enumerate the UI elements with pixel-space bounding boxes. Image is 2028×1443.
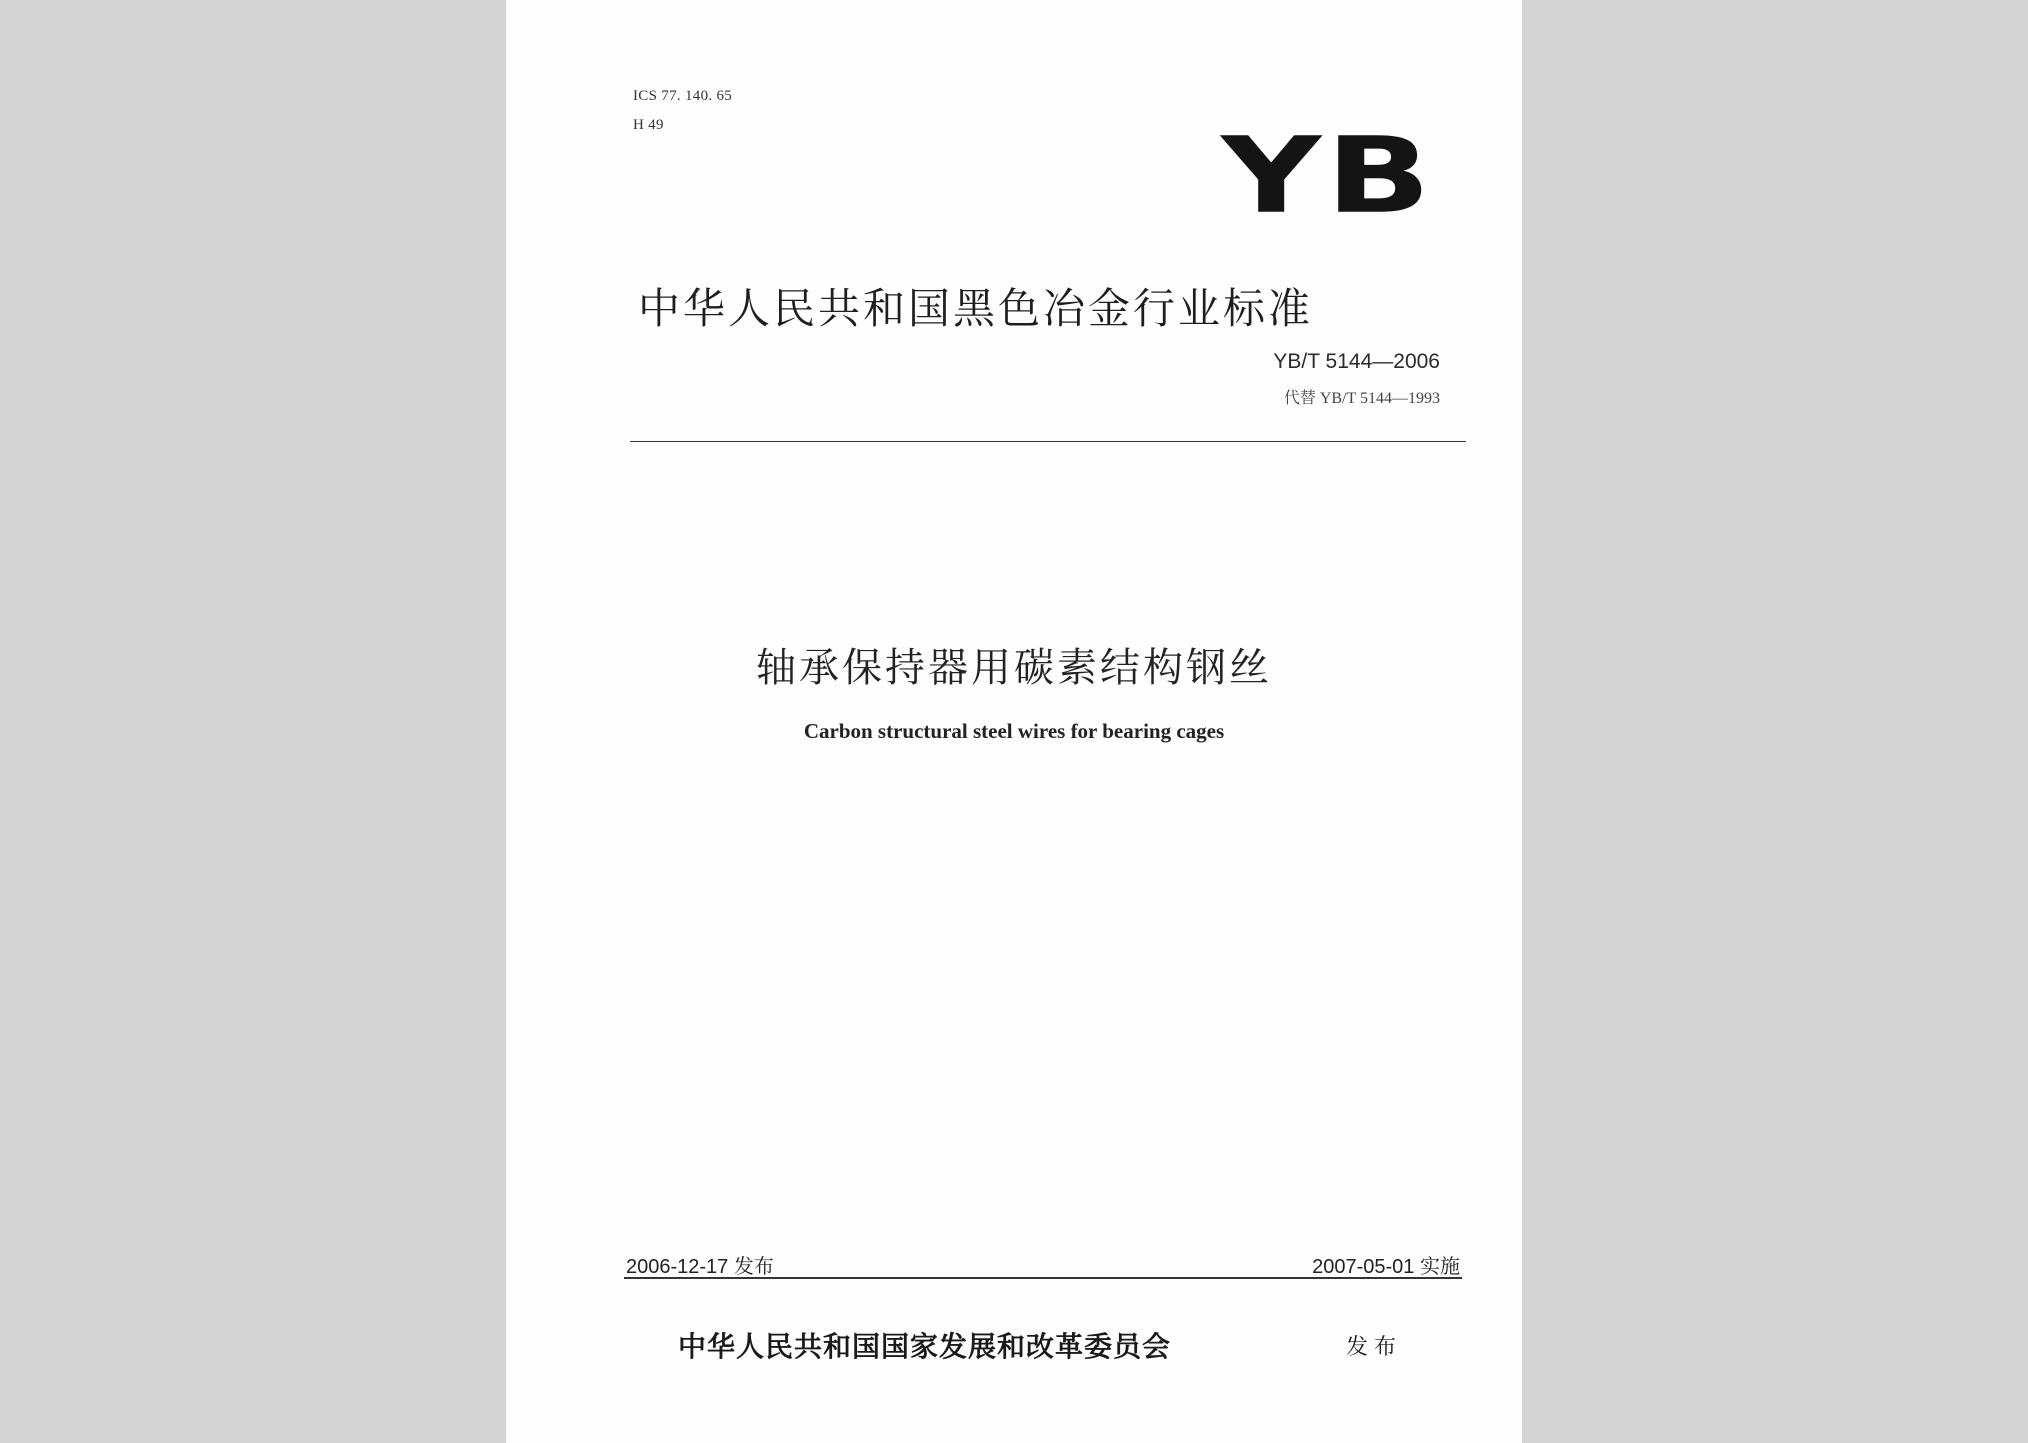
standard-number: YB/T 5144—2006 [1273, 350, 1440, 373]
publish-date: 2006-12-17 发布 [626, 1256, 774, 1278]
implement-date: 2007-05-01 实施 [1312, 1256, 1460, 1278]
industry-standard-heading: 中华人民共和国黑色冶金行业标准 [638, 284, 1314, 333]
document-title-chinese: 轴承保持器用碳素结构钢丝 [756, 645, 1272, 691]
issue-label: 发布 [1346, 1335, 1403, 1360]
issuing-authority: 中华人民共和国国家发展和改革委员会 [678, 1330, 1172, 1363]
yb-logo: YB [1220, 114, 1435, 238]
document-page [506, 0, 1522, 1443]
ics-code: ICS 77. 140. 65 [633, 88, 733, 104]
replaces-standard: 代替 YB/T 5144—1993 [1283, 390, 1440, 407]
footer-divider [624, 1277, 1462, 1279]
ccs-code: H 49 [633, 117, 664, 133]
header-divider [630, 441, 1466, 442]
document-title-english: Carbon structural steel wires for bearing cages [803, 719, 1225, 743]
